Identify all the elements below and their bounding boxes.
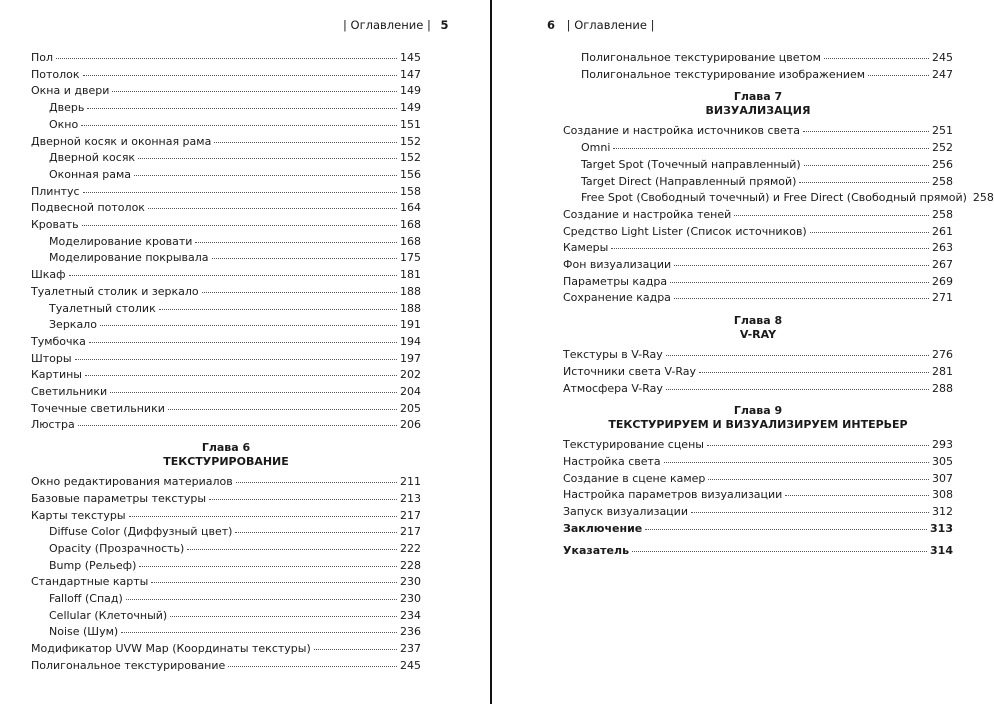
dot-leader — [209, 488, 397, 500]
chapter-label: Глава 7 — [733, 90, 783, 104]
toc-entry-page: 211 — [400, 475, 421, 489]
toc-entry-title: Стандартные карты — [31, 575, 149, 589]
toc-entry-title: Bump (Рельеф) — [49, 558, 137, 572]
toc-entry-page: 151 — [400, 117, 421, 131]
toc-entry[interactable] — [31, 383, 421, 399]
toc-entry-page: 194 — [400, 334, 421, 348]
toc-entry[interactable] — [31, 473, 421, 489]
dot-leader — [235, 521, 397, 533]
toc-entry-page: 236 — [400, 625, 421, 639]
toc-entry-page: 217 — [400, 508, 421, 522]
toc-entry-title: Атмосфера V-Ray — [563, 381, 663, 395]
toc-entry[interactable] — [49, 99, 421, 115]
toc-entry[interactable] — [563, 122, 953, 138]
toc-entry-title: Настройка света — [563, 454, 661, 468]
toc-entry-page: 251 — [932, 124, 953, 138]
dot-leader — [151, 571, 397, 583]
toc-entry-page: 267 — [932, 258, 953, 271]
toc-entry[interactable] — [49, 116, 421, 132]
toc-entry-title: Cellular (Клеточный) — [49, 608, 168, 622]
toc-entry-page: 202 — [400, 368, 421, 382]
toc-entry-page: 247 — [932, 67, 953, 81]
toc-entry-page: 149 — [400, 101, 421, 115]
dot-leader — [139, 555, 397, 567]
dot-leader — [674, 254, 929, 266]
page-number: 6 — [547, 18, 556, 32]
toc-entry-title: Модификатор UVW Map (Координаты текстуры) — [31, 642, 311, 656]
dot-leader — [664, 451, 929, 463]
toc-entry[interactable] — [581, 173, 953, 189]
toc-entry-page: 188 — [400, 301, 421, 315]
toc-entry-title: Светильники — [31, 385, 108, 398]
toc-entry[interactable] — [49, 233, 421, 249]
toc-entry-title: Средство Light Lister (Список источников) — [563, 224, 807, 238]
toc-entry-page: 158 — [400, 184, 421, 198]
chapter-label: Глава 6 — [201, 441, 251, 455]
toc-entry[interactable] — [563, 206, 953, 222]
toc-entry[interactable] — [31, 49, 421, 65]
toc-entry-title: Target Direct (Направленный прямой) — [581, 174, 797, 188]
toc-entry-title: Diffuse Color (Диффузный цвет) — [49, 525, 233, 539]
left-page — [0, 0, 490, 704]
dot-leader — [148, 197, 397, 209]
toc-entry[interactable] — [563, 542, 953, 558]
dot-leader — [803, 120, 929, 132]
toc-entry-page: 213 — [400, 491, 421, 505]
toc-entry-title: Дверь — [49, 101, 85, 115]
toc-entry[interactable] — [563, 273, 953, 289]
toc-entry-page: 204 — [400, 385, 421, 398]
toc-entry[interactable] — [563, 346, 953, 362]
toc-entry-title: Noise (Шум) — [49, 625, 119, 639]
toc-entry[interactable] — [563, 223, 953, 239]
dot-leader — [170, 605, 397, 617]
toc-entry[interactable] — [31, 416, 421, 432]
dot-leader — [228, 655, 397, 667]
dot-leader — [214, 131, 397, 143]
header-title: Оглавление — [350, 18, 424, 32]
toc-entry[interactable] — [31, 216, 421, 232]
toc-entry[interactable] — [563, 486, 953, 502]
toc-entry[interactable] — [31, 640, 421, 656]
toc-entry-page: 197 — [400, 351, 421, 365]
dot-leader — [110, 381, 397, 393]
toc-entry-title: Шторы — [31, 351, 72, 365]
toc-entry[interactable] — [31, 199, 421, 215]
dot-leader — [126, 588, 397, 600]
right-page-header: 6 | Оглавление | — [547, 18, 655, 32]
toc-entry-page: 308 — [932, 488, 953, 502]
toc-entry[interactable] — [49, 590, 421, 606]
toc-entry-page: 145 — [400, 51, 421, 64]
dot-leader — [785, 484, 929, 496]
toc-entry[interactable] — [563, 380, 953, 396]
toc-entry[interactable] — [563, 363, 953, 379]
dot-leader — [56, 47, 397, 59]
toc-entry[interactable] — [49, 316, 421, 332]
toc-entry-page: 234 — [400, 608, 421, 622]
toc-entry-title: Полигональное текстурирование — [31, 658, 226, 672]
toc-entry-page: 258 — [972, 191, 994, 205]
chapter-heading — [563, 314, 953, 342]
dot-leader — [613, 137, 929, 149]
toc-entry[interactable] — [31, 333, 421, 349]
toc-entry[interactable] — [31, 657, 421, 673]
toc-entry-page: 152 — [400, 134, 421, 148]
toc-entry[interactable] — [563, 239, 953, 255]
toc-entry-title: Falloff (Спад) — [49, 592, 123, 605]
toc-list — [0, 0, 490, 704]
toc-entry-page: 205 — [400, 401, 421, 415]
dot-leader — [611, 237, 929, 249]
chapter-heading — [31, 441, 421, 469]
toc-entry-page: 258 — [932, 174, 953, 188]
dot-leader — [187, 538, 397, 550]
toc-entry-page: 228 — [400, 558, 421, 572]
toc-entry-title: Оконная рама — [49, 167, 132, 181]
dot-leader — [83, 64, 397, 76]
toc-entry-page: 168 — [400, 218, 421, 231]
toc-entry-title: Окно — [49, 117, 79, 131]
toc-entry[interactable] — [49, 540, 421, 556]
chapter-title: V-RAY — [739, 328, 777, 342]
toc-entry-page: 230 — [400, 575, 421, 589]
dot-leader — [129, 505, 397, 517]
toc-entry[interactable] — [31, 490, 421, 506]
toc-entry[interactable] — [563, 436, 953, 452]
toc-entry[interactable] — [49, 300, 421, 316]
toc-entry[interactable] — [49, 249, 421, 265]
toc-entry-title: Заключение — [563, 521, 643, 535]
toc-entry[interactable] — [49, 557, 421, 573]
toc-entry-page: 222 — [400, 541, 421, 555]
toc-entry-page: 181 — [400, 268, 421, 282]
toc-entry-page: 314 — [930, 544, 953, 558]
toc-entry-title: Источники света V-Ray — [563, 364, 696, 378]
dot-leader — [810, 221, 929, 233]
chapter-heading — [563, 90, 953, 118]
chapter-label: Глава 9 — [733, 404, 783, 418]
toc-entry-title: Сохранение кадра — [563, 291, 671, 305]
toc-entry-title: Дверной косяк и оконная рама — [31, 134, 212, 148]
dot-leader — [666, 344, 929, 356]
toc-entry[interactable] — [581, 156, 953, 172]
toc-entry-title: Подвесной потолок — [31, 201, 145, 215]
toc-entry-title: Полигональное текстурирование цветом — [581, 51, 821, 64]
toc-entry[interactable] — [49, 149, 421, 165]
toc-entry-page: 312 — [932, 505, 953, 518]
toc-entry-title: Базовые параметры текстуры — [31, 491, 207, 505]
chapter-title: ВИЗУАЛИЗАЦИЯ — [705, 104, 811, 118]
toc-entry-page: 237 — [400, 642, 421, 656]
toc-entry-page: 269 — [932, 274, 953, 288]
toc-entry-page: 288 — [932, 381, 953, 395]
toc-entry[interactable] — [563, 520, 953, 536]
dot-leader — [632, 540, 927, 552]
dot-leader — [75, 348, 397, 360]
toc-entry-title: Указатель — [563, 544, 630, 558]
toc-entry[interactable] — [31, 400, 421, 416]
chapter-heading — [563, 404, 953, 432]
toc-entry-title: Окно редактирования материалов — [31, 475, 233, 489]
toc-entry-page: 147 — [400, 67, 421, 81]
toc-entry-page: 175 — [400, 251, 421, 265]
toc-entry-title: Точечные светильники — [31, 401, 165, 415]
toc-entry-title: Туалетный столик и зеркало — [31, 284, 199, 298]
dot-leader — [314, 638, 397, 650]
toc-entry-title: Создание и настройка источников света — [563, 124, 800, 138]
toc-entry-title: Окна и двери — [31, 84, 110, 98]
toc-entry-page: 191 — [400, 318, 421, 332]
toc-entry[interactable] — [31, 183, 421, 199]
toc-entry-title: Тумбочка — [31, 334, 86, 348]
toc-entry-page: 152 — [400, 151, 421, 165]
right-page — [492, 0, 994, 704]
toc-entry[interactable] — [49, 623, 421, 639]
toc-entry-title: Настройка параметров визуализации — [563, 488, 783, 502]
toc-entry-title: Запуск визуализации — [563, 505, 688, 518]
toc-entry[interactable] — [31, 266, 421, 282]
dot-leader — [69, 264, 397, 276]
toc-entry-page: 313 — [930, 521, 953, 535]
toc-entry-title: Зеркало — [49, 318, 97, 332]
toc-entry-title: Создание в сцене камер — [563, 471, 706, 485]
toc-entry-title: Люстра — [31, 418, 75, 432]
toc-entry[interactable] — [31, 66, 421, 82]
page-number: 5 — [440, 18, 449, 32]
left-page-header: | Оглавление | 5 — [343, 18, 449, 32]
toc-entry[interactable] — [49, 607, 421, 623]
toc-entry-title: Текстурирование сцены — [563, 438, 704, 452]
toc-entry-title: Полигональное текстурирование изображением — [581, 67, 866, 81]
toc-entry-title: Картины — [31, 368, 82, 382]
toc-entry-title: Free Spot (Свободный точечный) и Free Direct (Свободный прямой) — [581, 191, 967, 205]
toc-entry-title: Кровать — [31, 218, 79, 231]
dot-leader — [670, 271, 929, 283]
dot-leader — [212, 247, 397, 259]
toc-entry[interactable] — [581, 49, 953, 65]
dot-leader — [100, 314, 397, 326]
toc-entry[interactable] — [31, 133, 421, 149]
dot-leader — [666, 378, 929, 390]
dot-leader — [707, 434, 929, 446]
dot-leader — [708, 468, 929, 480]
dot-leader — [824, 47, 929, 59]
toc-entry-page: 156 — [400, 167, 421, 181]
toc-entry[interactable] — [563, 256, 953, 272]
dot-leader — [202, 281, 397, 293]
toc-entry-page: 164 — [400, 201, 421, 215]
dot-leader — [78, 414, 397, 426]
toc-entry-title: Текстуры в V-Ray — [563, 348, 663, 362]
toc-entry-page: 307 — [932, 471, 953, 485]
toc-entry-page: 217 — [400, 525, 421, 539]
toc-entry[interactable] — [581, 66, 953, 82]
toc-entry-page: 281 — [932, 364, 953, 378]
dot-leader — [112, 80, 397, 92]
toc-entry-page: 293 — [932, 438, 953, 452]
dot-leader — [81, 114, 397, 126]
toc-entry-title: Дверной косяк — [49, 151, 136, 165]
toc-entry[interactable] — [563, 470, 953, 486]
toc-entry-title: Потолок — [31, 67, 80, 81]
toc-entry-title: Шкаф — [31, 268, 66, 282]
dot-leader — [89, 331, 397, 343]
toc-entry-page: 188 — [400, 284, 421, 298]
toc-entry-title: Карты текстуры — [31, 508, 126, 522]
toc-entry[interactable] — [49, 523, 421, 539]
dot-leader — [121, 621, 397, 633]
toc-entry[interactable] — [31, 283, 421, 299]
dot-leader — [236, 471, 397, 483]
toc-entry-title: Фон визуализации — [563, 258, 672, 271]
dot-leader — [159, 298, 397, 310]
dot-leader — [674, 287, 929, 299]
toc-entry-page: 276 — [932, 348, 953, 362]
toc-entry-page: 263 — [932, 241, 953, 255]
toc-entry-title: Моделирование кровати — [49, 234, 193, 248]
toc-entry-title: Параметры кадра — [563, 274, 668, 288]
toc-entry-page: 258 — [932, 207, 953, 221]
toc-entry[interactable] — [563, 289, 953, 305]
toc-entry-title: Opacity (Прозрачность) — [49, 541, 185, 555]
toc-entry[interactable] — [563, 503, 953, 519]
toc-entry[interactable] — [31, 507, 421, 523]
dot-leader — [138, 147, 397, 159]
toc-entry-page: 271 — [932, 291, 953, 305]
dot-leader — [691, 501, 929, 513]
toc-entry-title: Плинтус — [31, 184, 80, 198]
dot-leader — [134, 164, 397, 176]
toc-entry[interactable] — [49, 166, 421, 182]
toc-entry[interactable] — [31, 82, 421, 98]
toc-entry-title: Target Spot (Точечный направленный) — [581, 157, 801, 171]
toc-entry-title: Создание и настройка теней — [563, 207, 732, 221]
toc-entry-title: Моделирование покрывала — [49, 251, 209, 265]
chapter-label: Глава 8 — [733, 314, 783, 328]
dot-leader — [734, 204, 929, 216]
header-title: Оглавление — [574, 18, 647, 32]
toc-entry-page: 230 — [400, 592, 421, 605]
chapter-title: ТЕКСТУРИРОВАНИЕ — [163, 455, 289, 469]
dot-leader — [645, 518, 927, 530]
dot-leader — [82, 214, 397, 226]
dot-leader — [804, 154, 929, 166]
toc-entry[interactable] — [563, 453, 953, 469]
dot-leader — [87, 97, 397, 109]
toc-entry-page: 245 — [400, 658, 421, 672]
toc-entry-page: 245 — [932, 51, 953, 64]
toc-entry-page: 305 — [932, 454, 953, 468]
dot-leader — [85, 364, 397, 376]
toc-entry-title: Пол — [31, 51, 54, 64]
toc-list — [492, 0, 994, 704]
toc-entry[interactable] — [581, 189, 994, 205]
toc-entry-page: 149 — [400, 84, 421, 98]
toc-entry-page: 206 — [400, 418, 421, 432]
toc-entry[interactable] — [31, 350, 421, 366]
toc-entry[interactable] — [31, 573, 421, 589]
dot-leader — [83, 181, 397, 193]
toc-entry[interactable] — [31, 366, 421, 382]
toc-entry-title: Туалетный столик — [49, 301, 156, 315]
toc-entry[interactable] — [581, 139, 953, 155]
toc-entry-title: Omni — [581, 141, 611, 155]
dot-leader — [699, 361, 929, 373]
toc-entry-page: 168 — [400, 234, 421, 248]
toc-entry-title: Камеры — [563, 241, 609, 255]
toc-entry-page: 261 — [932, 224, 953, 238]
dot-leader — [168, 398, 397, 410]
dot-leader — [868, 64, 929, 76]
dot-leader — [799, 171, 929, 183]
toc-entry-page: 256 — [932, 157, 953, 171]
dot-leader — [195, 231, 397, 243]
chapter-title: ТЕКСТУРИРУЕМ И ВИЗУАЛИЗИРУЕМ ИНТЕРЬЕР — [608, 418, 908, 432]
toc-entry-page: 252 — [932, 141, 953, 155]
